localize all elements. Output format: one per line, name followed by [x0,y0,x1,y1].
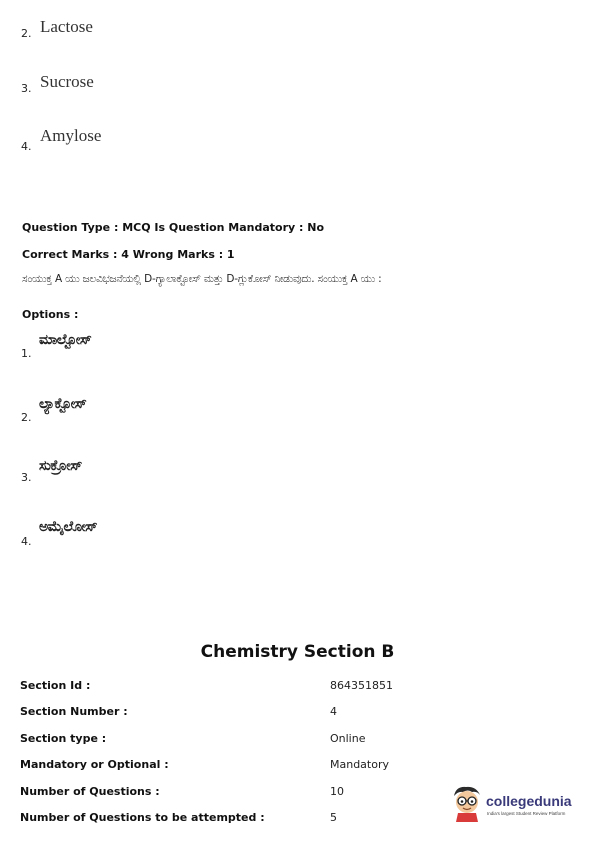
section-row-label: Number of Questions : [20,785,160,798]
option-text: ಸುಕ್ರೋಸ್ [39,458,82,474]
option-text: Amylose [40,126,102,145]
section-row-value: 5 [330,811,337,824]
option-text: Lactose [40,17,93,36]
question-marks-line: Correct Marks : 4 Wrong Marks : 1 [22,248,235,261]
option-number: 4. [21,140,32,153]
section-row-label: Mandatory or Optional : [20,758,169,771]
option-number: 4. [21,535,32,548]
option-text: ಅಮೈಲೋಸ್ [39,519,98,535]
option-number: 3. [21,471,32,484]
section-row-label: Section Number : [20,705,128,718]
option-number: 1. [21,347,32,360]
section-row-label: Section Id : [20,679,91,692]
option-text: Sucrose [40,72,94,91]
section-row-value: 4 [330,705,337,718]
mascot-icon [450,784,484,822]
option-text: ಲ್ಯಾಕ್ಟೋಸ್ [39,396,87,412]
option-number: 2. [21,411,32,424]
section-row-value: 864351851 [330,679,393,692]
option-text: ಮಾಲ್ಟೋಸ್ [39,332,92,348]
section-row-value: Online [330,732,366,745]
option-number: 2. [21,27,32,40]
section-row-value: 10 [330,785,344,798]
question-text: ಸಂಯುಕ್ತ A ಯು ಜಲವಿಭಜನೆಯಲ್ಲಿ D-ಗ್ಯಾಲಾಕ್ಟೋಸ್ ಮತ್ತು D-ಗ್ಲುಕೋಸ್ ನೀಡುವುದು. ಸಂಯುಕ್ತ A ಯು : [22,273,382,285]
collegedunia-logo [450,784,590,824]
logo-name: collegedunia [486,793,572,809]
logo-tagline: India's largest Student Review Platform [487,811,566,816]
section-title: Chemistry Section B [200,642,395,662]
section-row-label: Section type : [20,732,107,745]
question-type-line: Question Type : MCQ Is Question Mandatory : No [22,221,325,234]
section-row-label: Number of Questions to be attempted : [20,811,265,824]
section-row-value: Mandatory [330,758,390,771]
options-label: Options : [22,308,79,321]
option-number: 3. [21,82,32,95]
